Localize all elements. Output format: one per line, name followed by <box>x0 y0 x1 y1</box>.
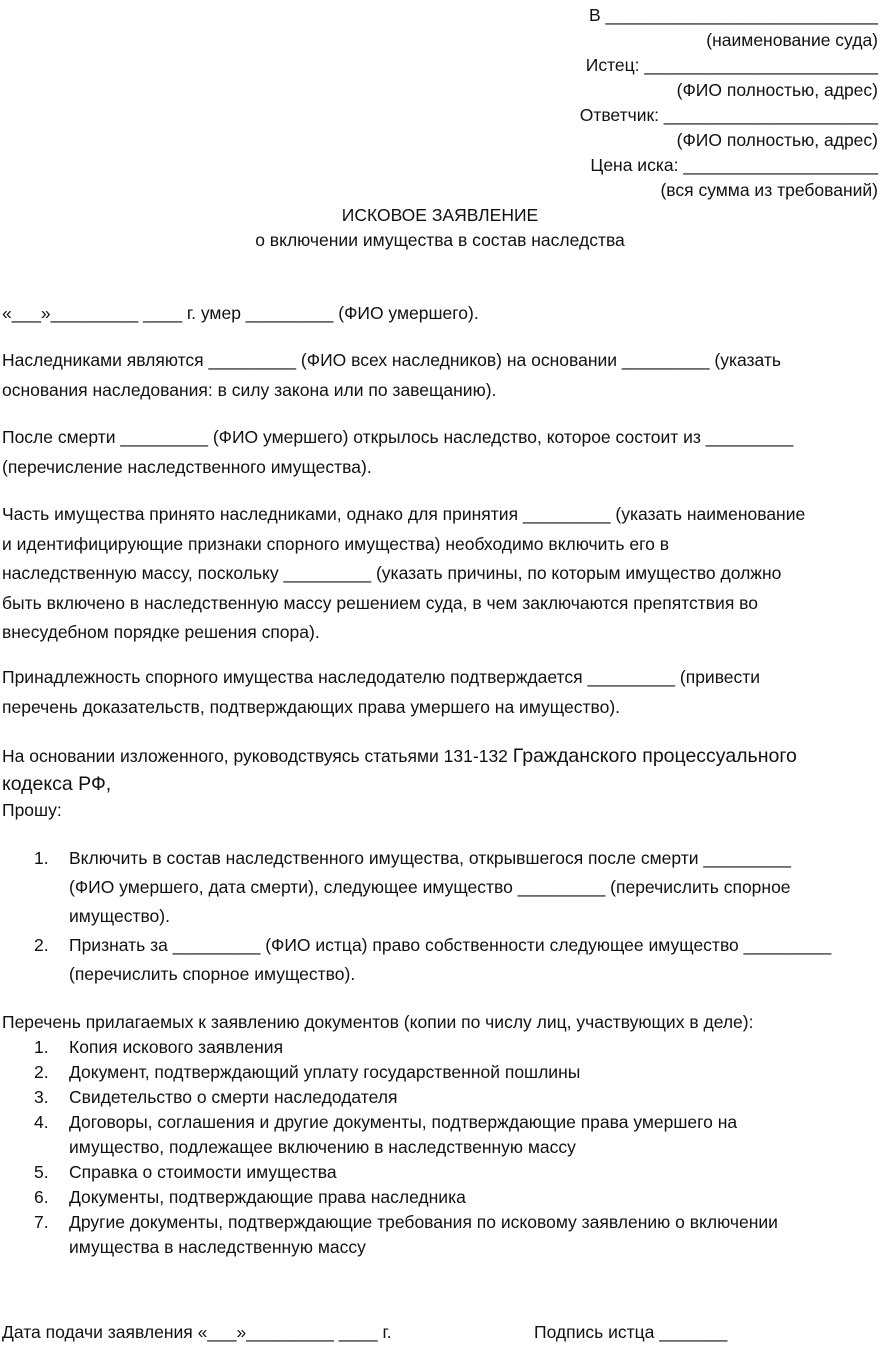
attachments-heading: Перечень прилагаемых к заявлению документов (копии по числу лиц, участвующих в деле): <box>2 1012 754 1032</box>
attachment-number: 7. <box>34 1212 49 1232</box>
request-line: имущество). <box>69 906 170 926</box>
attachment-number: 2. <box>34 1062 49 1082</box>
submission-date-line: Дата подачи заявления «___»_________ ____ г. <box>2 1322 392 1342</box>
paragraph-line: Наследниками являются _________ (ФИО всех наследников) на основании _________ (указать <box>2 350 782 370</box>
attachment-number: 1. <box>34 1037 49 1057</box>
paragraph-line: и идентифицирующие признаки спорного имущества) необходимо включить его в <box>2 533 670 554</box>
attachment-text: Другие документы, подтверждающие требования по исковому заявлению о включении <box>69 1212 778 1232</box>
paragraph-line: После смерти _________ (ФИО умершего) открылось наследство, которое состоит из _________ <box>2 427 794 447</box>
paragraph-line: (перечисление наследственного имущества). <box>2 456 372 477</box>
defendant-line: Ответчик: ______________________ <box>579 105 878 125</box>
paragraph-heirs <box>2 346 878 405</box>
request-number: 2. <box>34 935 49 955</box>
request-line: (перечислить спорное имущество). <box>69 964 356 984</box>
attachment-text: Документы, подтверждающие права наследника <box>69 1187 466 1207</box>
paragraph-line: Принадлежность спорного имущества наследодателю подтверждается _________ (привести <box>2 667 761 687</box>
attachment-text: Копия искового заявления <box>69 1037 284 1057</box>
signature-line: Подпись истца _______ <box>534 1322 728 1342</box>
basis-text: На основании изложенного, руководствуясь статьями 131-132 <box>2 746 513 766</box>
paragraph-basis <box>2 746 797 766</box>
paragraph-death: «___»_________ ____ г. умер _________ (ФИО умершего). <box>2 303 479 323</box>
request-line: Признать за _________ (ФИО истца) право собственности следующее имущество _________ <box>69 935 832 955</box>
basis-code-line2: кодекса РФ, <box>2 773 112 795</box>
paragraph-line: основания наследования: в силу закона или по завещанию). <box>2 379 497 400</box>
court-line: В ____________________________ <box>588 5 878 25</box>
claim-price-hint: (вся сумма из требований) <box>660 180 878 200</box>
defendant-hint: (ФИО полностью, адрес) <box>676 130 878 150</box>
basis-code-name: Гражданского процессуального <box>512 745 797 767</box>
document-title: ИСКОВОЕ ЗАЯВЛЕНИЕ <box>341 205 539 225</box>
attachment-text: Документ, подтверждающий уплату государственной пошлины <box>69 1062 581 1082</box>
attachment-text: Свидетельство о смерти наследодателя <box>69 1087 398 1107</box>
paragraph-line: наследственную массу, поскольку _________ (указать причины, по которым имущество должно <box>2 563 782 583</box>
attachment-text: имущества в наследственную массу <box>69 1237 366 1257</box>
attachment-number: 4. <box>34 1112 49 1132</box>
plaintiff-line: Истец: ________________________ <box>585 55 878 75</box>
request-number: 1. <box>34 848 49 868</box>
attachment-text: Договоры, соглашения и другие документы, подтверждающие права умершего на <box>69 1112 738 1132</box>
paragraph-line: перечень доказательств, подтверждающих права умершего на имущество). <box>2 696 621 717</box>
attachment-text: Справка о стоимости имущества <box>69 1162 337 1182</box>
attachment-number: 3. <box>34 1087 49 1107</box>
attachment-number: 6. <box>34 1187 49 1207</box>
document-subtitle: о включении имущества в состав наследства <box>255 230 625 250</box>
paragraph-ownership <box>2 663 878 722</box>
paragraph-disputed-property <box>2 500 878 648</box>
attachment-number: 5. <box>34 1162 49 1182</box>
paragraph-line: внесудебном порядке решения спора). <box>2 622 320 642</box>
paragraph-line: Часть имущества принято наследниками, однако для принятия _________ (указать наименование <box>2 504 806 524</box>
claim-price-line: Цена иска: ____________________ <box>590 155 878 175</box>
attachment-text: имущество, подлежащее включению в наследственную массу <box>69 1137 576 1157</box>
request-word: Прошу: <box>2 800 62 820</box>
request-line: (ФИО умершего, дата смерти), следующее имущество _________ (перечислить спорное <box>69 877 791 897</box>
request-line: Включить в состав наследственного имущества, открывшегося после смерти _________ <box>69 848 791 868</box>
paragraph-estate <box>2 423 878 482</box>
court-hint: (наименование суда) <box>706 30 878 50</box>
plaintiff-hint: (ФИО полностью, адрес) <box>676 80 878 100</box>
paragraph-line: быть включено в наследственную массу решением суда, в чем заключаются препятствия во <box>2 592 758 613</box>
